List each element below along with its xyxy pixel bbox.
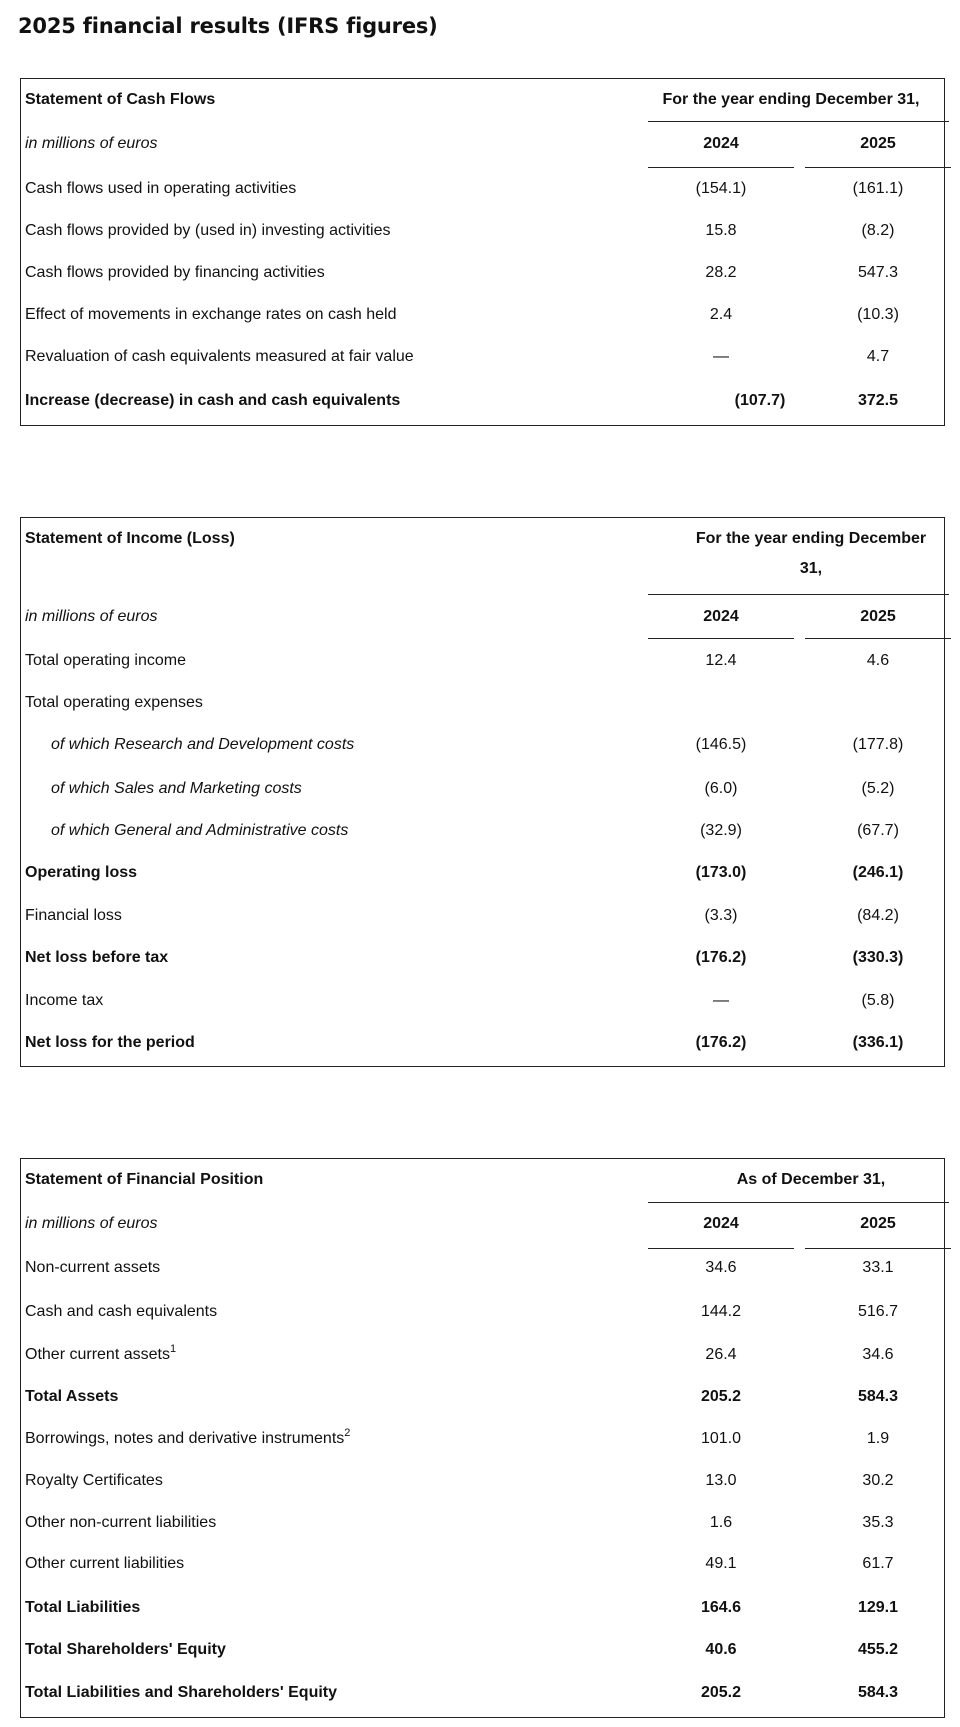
value-2024: (6.0) — [704, 780, 738, 797]
table-row — [21, 648, 944, 674]
header-rule — [648, 121, 949, 122]
units-label: in millions of euros — [25, 1215, 158, 1232]
table-row — [21, 176, 944, 202]
column-rule-2024 — [648, 167, 794, 168]
row-label: Other current liabilities — [25, 1555, 185, 1572]
value-2024: 49.1 — [705, 1555, 737, 1572]
value-2025: 61.7 — [862, 1555, 894, 1572]
total-row — [21, 860, 944, 886]
row-label: of which Sales and Marketing costs — [51, 780, 302, 797]
value-2024: — — [713, 992, 729, 1009]
value-2025: 1.9 — [866, 1430, 890, 1447]
column-header-2024: 2024 — [703, 135, 739, 152]
total-row — [21, 1637, 944, 1663]
row-label: Other current assets — [25, 1346, 170, 1363]
table-title: Statement of Cash Flows — [25, 91, 216, 108]
value-2024: 12.4 — [705, 652, 737, 669]
footnote-marker: 1 — [169, 1343, 177, 1355]
table-row — [21, 988, 944, 1014]
column-header-2024: 2024 — [703, 1215, 739, 1232]
total-row — [21, 1030, 944, 1056]
table-row — [21, 302, 944, 328]
column-header-2025: 2025 — [860, 608, 896, 625]
header-rule — [648, 594, 949, 595]
total-row — [21, 388, 944, 414]
row-label: Revaluation of cash equivalents measured at fair value — [25, 348, 414, 365]
column-rule-2024 — [648, 638, 794, 639]
row-label: Increase (decrease) in cash and cash equivalents — [25, 392, 401, 409]
total-row — [21, 1680, 944, 1706]
page-title: 2025 financial results (IFRS figures) — [18, 14, 438, 38]
value-2025: (10.3) — [857, 306, 899, 323]
value-2024: 144.2 — [700, 1303, 742, 1320]
total-row — [21, 1595, 944, 1621]
row-label: Total Shareholders' Equity — [25, 1641, 226, 1658]
table-row — [21, 1342, 944, 1368]
total-row — [21, 1384, 944, 1410]
column-header-2025: 2025 — [860, 135, 896, 152]
column-header-2025: 2025 — [860, 1215, 896, 1232]
value-2025: 33.1 — [862, 1259, 894, 1276]
row-label: Royalty Certificates — [25, 1472, 163, 1489]
row-label: Effect of movements in exchange rates on cash held — [25, 306, 397, 323]
row-label: Borrowings, notes and derivative instruments — [25, 1430, 345, 1447]
value-2024: 101.0 — [700, 1430, 742, 1447]
table-row — [21, 1299, 944, 1325]
value-2025: 129.1 — [857, 1599, 899, 1616]
value-2025: 4.6 — [866, 652, 890, 669]
value-2024: (3.3) — [704, 907, 738, 924]
row-label: of which Research and Development costs — [51, 736, 355, 753]
value-2025: (246.1) — [852, 864, 904, 881]
value-2025: (5.8) — [861, 992, 895, 1009]
value-2025: (67.7) — [857, 822, 899, 839]
period-header-line2: 31, — [799, 560, 823, 577]
value-2024: (173.0) — [695, 864, 747, 881]
total-row — [21, 945, 944, 971]
value-2024: (107.7) — [734, 392, 786, 409]
row-label: Cash flows provided by financing activities — [25, 264, 325, 281]
row-label: Total operating income — [25, 652, 186, 669]
value-2024: 13.0 — [705, 1472, 737, 1489]
value-2024: (176.2) — [695, 949, 747, 966]
row-label: Cash flows provided by (used in) investing activities — [25, 222, 391, 239]
value-2024: (32.9) — [700, 822, 742, 839]
column-rule-2025 — [805, 638, 951, 639]
table-row — [21, 903, 944, 929]
row-label: Cash and cash equivalents — [25, 1303, 218, 1320]
row-label-with-note — [25, 1426, 350, 1452]
units-label: in millions of euros — [25, 135, 158, 152]
footnote-marker: 2 — [344, 1427, 351, 1439]
value-2024: 28.2 — [705, 264, 737, 281]
table-title: Statement of Financial Position — [25, 1171, 264, 1188]
value-2024: — — [713, 348, 729, 365]
row-label: Other non-current liabilities — [25, 1514, 217, 1531]
value-2025: 516.7 — [857, 1303, 899, 1320]
row-label: Financial loss — [25, 907, 122, 924]
table-row — [21, 344, 944, 370]
value-2025: 372.5 — [857, 392, 899, 409]
row-label: Non-current assets — [25, 1259, 161, 1276]
row-label: Cash flows used in operating activities — [25, 180, 297, 197]
row-label: Total Liabilities and Shareholders' Equity — [25, 1684, 338, 1701]
row-label: of which General and Administrative costs — [51, 822, 349, 839]
table-title: Statement of Income (Loss) — [25, 530, 235, 547]
value-2025: 584.3 — [857, 1684, 899, 1701]
value-2025: 30.2 — [862, 1472, 894, 1489]
period-header: For the year ending December 31, — [662, 91, 920, 108]
value-2025: (5.2) — [861, 780, 895, 797]
table-row — [21, 818, 944, 844]
value-2024: (154.1) — [695, 180, 747, 197]
table-row — [21, 732, 944, 758]
row-label: Income tax — [25, 992, 104, 1009]
row-label: Total operating expenses — [25, 694, 203, 711]
column-header-2024: 2024 — [703, 608, 739, 625]
row-label: Net loss before tax — [25, 949, 169, 966]
row-label: Operating loss — [25, 864, 138, 881]
value-2025: 34.6 — [862, 1346, 894, 1363]
value-2025: 584.3 — [857, 1388, 899, 1405]
income-statement-table — [20, 517, 945, 1067]
value-2025: (8.2) — [861, 222, 895, 239]
value-2025: (161.1) — [852, 180, 904, 197]
table-row — [21, 1426, 944, 1452]
column-rule-2024 — [648, 1248, 794, 1249]
row-label: Total Assets — [25, 1388, 119, 1405]
table-row — [21, 218, 944, 244]
value-2025: (177.8) — [852, 736, 904, 753]
value-2025: (84.2) — [857, 907, 899, 924]
value-2025: 4.7 — [866, 348, 890, 365]
table-row — [21, 690, 944, 716]
column-rule-2025 — [805, 167, 951, 168]
table-row — [21, 1510, 944, 1536]
table-row — [21, 1255, 944, 1281]
row-label: Total Liabilities — [25, 1599, 141, 1616]
table-row — [21, 260, 944, 286]
cash-flows-table — [20, 78, 945, 426]
header-rule — [648, 1202, 949, 1203]
value-2025: (330.3) — [852, 949, 904, 966]
value-2024: 15.8 — [705, 222, 737, 239]
row-label-with-note — [25, 1342, 176, 1368]
value-2025: 547.3 — [857, 264, 899, 281]
column-rule-2025 — [805, 1248, 951, 1249]
financial-position-table — [20, 1158, 945, 1718]
value-2024: (176.2) — [695, 1034, 747, 1051]
value-2024: 164.6 — [700, 1599, 742, 1616]
row-label: Net loss for the period — [25, 1034, 195, 1051]
value-2024: (146.5) — [695, 736, 747, 753]
table-row — [21, 1468, 944, 1494]
value-2024: 205.2 — [700, 1684, 742, 1701]
value-2025: (336.1) — [852, 1034, 904, 1051]
table-row — [21, 1551, 944, 1577]
value-2024: 1.6 — [709, 1514, 733, 1531]
units-label: in millions of euros — [25, 608, 158, 625]
value-2024: 34.6 — [705, 1259, 737, 1276]
value-2024: 40.6 — [705, 1641, 737, 1658]
value-2024: 26.4 — [705, 1346, 737, 1363]
table-row — [21, 776, 944, 802]
value-2024: 2.4 — [709, 306, 733, 323]
value-2025: 35.3 — [862, 1514, 894, 1531]
value-2025: 455.2 — [857, 1641, 899, 1658]
value-2024: 205.2 — [700, 1388, 742, 1405]
period-header: As of December 31, — [736, 1171, 886, 1188]
period-header-line1: For the year ending December — [695, 530, 927, 547]
